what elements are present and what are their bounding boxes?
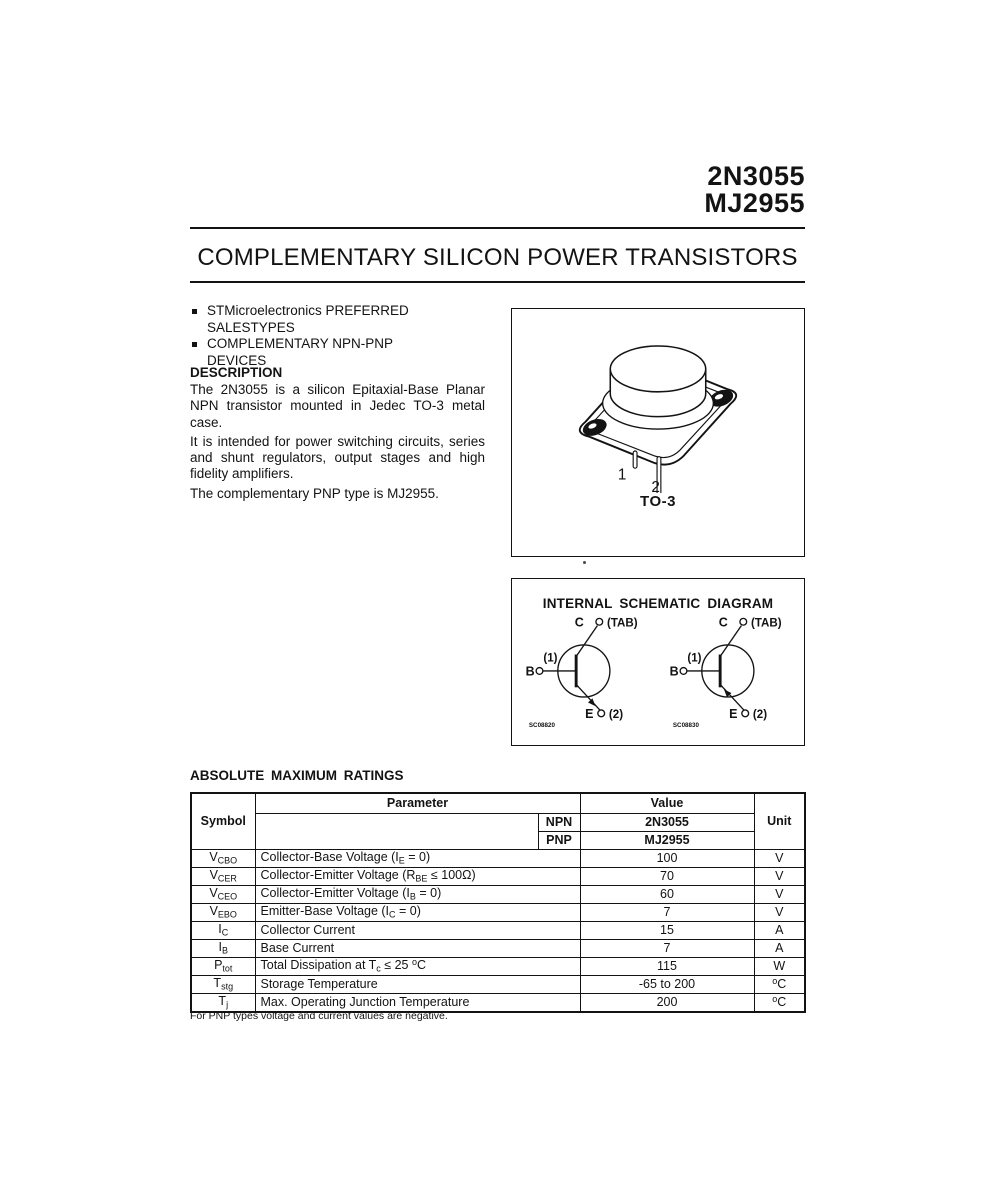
parameter-cell: Max. Operating Junction Temperature bbox=[255, 994, 580, 1013]
table-row bbox=[191, 886, 805, 904]
part-number-npn: 2N3055 bbox=[707, 161, 805, 191]
collector-label: C bbox=[574, 615, 584, 630]
col-header-unit: Unit bbox=[754, 793, 805, 850]
parameter-cell: Total Dissipation at $T_c \le 25$ $^o$C bbox=[255, 958, 580, 976]
device-type-cell: NPN bbox=[538, 814, 580, 832]
ratings-heading: ABSOLUTE MAXIMUM RATINGS bbox=[190, 768, 404, 783]
table-row bbox=[191, 850, 805, 868]
description-heading: DESCRIPTION bbox=[190, 365, 283, 380]
parameter-cell: Collector-Emitter Voltage $(I_B = 0)$ bbox=[255, 886, 580, 904]
emitter-note: (2) bbox=[608, 709, 624, 722]
value-cell: 15 bbox=[580, 922, 754, 940]
device-name-cell: MJ2955 bbox=[580, 832, 754, 850]
unit-cell: $^o$C bbox=[754, 994, 805, 1013]
value-cell: 200 bbox=[580, 994, 754, 1013]
collector-label: C bbox=[718, 615, 728, 630]
col-header-parameter: Parameter bbox=[255, 793, 580, 814]
unit-cell: A bbox=[754, 940, 805, 958]
description-paragraph: It is intended for power switching circuits, series and shunt regulators, output stages and high fidelity amplifiers. bbox=[190, 433, 485, 482]
features-list bbox=[191, 303, 441, 369]
feature-text: COMPLEMENTARY NPN-PNP DEVICES bbox=[207, 336, 393, 368]
symbol-cell: $V_{CBO}$ bbox=[191, 850, 255, 868]
ratings-table-wrap bbox=[190, 792, 806, 1013]
table-row bbox=[191, 958, 805, 976]
table-row bbox=[191, 976, 805, 994]
bullet-square-icon bbox=[192, 342, 197, 347]
package-name-label: TO-3 bbox=[640, 493, 676, 510]
device-row bbox=[191, 814, 805, 832]
page-title: COMPLEMENTARY SILICON POWER TRANSISTORS bbox=[197, 244, 798, 271]
parameter-cell: Collector-Base Voltage $(I_E = 0)$ bbox=[255, 850, 580, 868]
ratings-table bbox=[190, 792, 806, 1013]
value-cell: 115 bbox=[580, 958, 754, 976]
table-row bbox=[191, 940, 805, 958]
base-label: B bbox=[526, 664, 535, 679]
parameter-cell: Emitter-Base Voltage $(I_C = 0)$ bbox=[255, 904, 580, 922]
unit-cell: V bbox=[754, 886, 805, 904]
symbol-cell: $P_{tot}$ bbox=[191, 958, 255, 976]
figure-code: SC08820 bbox=[528, 721, 555, 729]
pin-1-label: 1 bbox=[617, 466, 627, 484]
unit-cell: V bbox=[754, 850, 805, 868]
schematic-title: INTERNAL SCHEMATIC DIAGRAM bbox=[542, 596, 774, 611]
device-type-cell: PNP bbox=[538, 832, 580, 850]
emitter-note: (2) bbox=[752, 709, 768, 722]
value-cell: 60 bbox=[580, 886, 754, 904]
collector-note: (TAB) bbox=[607, 617, 638, 630]
table-header-row bbox=[191, 793, 805, 814]
symbol-cell: $V_{EBO}$ bbox=[191, 904, 255, 922]
parameter-cell: Base Current bbox=[255, 940, 580, 958]
schematic-box bbox=[511, 578, 805, 746]
part-numbers bbox=[190, 163, 805, 217]
to3-package-drawing bbox=[538, 325, 778, 493]
symbol-cell: $I_B$ bbox=[191, 940, 255, 958]
emitter-label: E bbox=[585, 707, 594, 722]
col-header-symbol: Symbol bbox=[191, 793, 255, 850]
value-cell: -65 to 200 bbox=[580, 976, 754, 994]
emitter-label: E bbox=[729, 707, 738, 722]
table-row bbox=[191, 868, 805, 886]
figure-code: SC08830 bbox=[672, 721, 699, 729]
description-body bbox=[190, 382, 485, 505]
symbol-cell: $V_{CEO}$ bbox=[191, 886, 255, 904]
col-header-value: Value bbox=[580, 793, 754, 814]
value-cell: 70 bbox=[580, 868, 754, 886]
unit-cell: V bbox=[754, 868, 805, 886]
symbol-cell: $T_j$ bbox=[191, 994, 255, 1013]
scan-artifact-dot bbox=[583, 561, 586, 564]
feature-item bbox=[191, 303, 441, 336]
collector-note: (TAB) bbox=[751, 617, 782, 630]
description-paragraph: The complementary PNP type is MJ2955. bbox=[190, 485, 439, 501]
table-footnote: For PNP types voltage and current values are negative. bbox=[190, 1010, 448, 1022]
unit-cell: A bbox=[754, 922, 805, 940]
symbol-cell: $T_{stg}$ bbox=[191, 976, 255, 994]
unit-cell: $^o$C bbox=[754, 976, 805, 994]
table-row bbox=[191, 904, 805, 922]
base-label: B bbox=[670, 664, 679, 679]
package-figure-box bbox=[511, 308, 805, 557]
parameter-cell: Storage Temperature bbox=[255, 976, 580, 994]
table-row bbox=[191, 922, 805, 940]
value-cell: 7 bbox=[580, 940, 754, 958]
unit-cell: W bbox=[754, 958, 805, 976]
parameter-spacer-cell bbox=[255, 814, 538, 850]
description-paragraph: The 2N3055 is a silicon Epitaxial-Base Planar NPN transistor mounted in Jedec TO-3 metal case. bbox=[190, 382, 485, 430]
feature-text: STMicroelectronics PREFERRED SALESTYPES bbox=[207, 303, 409, 335]
symbol-cell: $V_{CER}$ bbox=[191, 868, 255, 886]
value-cell: 7 bbox=[580, 904, 754, 922]
header-divider bbox=[190, 227, 805, 229]
npn-transistor-symbol bbox=[526, 609, 661, 729]
base-note: (1) bbox=[687, 652, 702, 665]
pnp-transistor-symbol bbox=[670, 609, 805, 729]
title-divider bbox=[190, 281, 805, 283]
parameter-cell: Collector Current bbox=[255, 922, 580, 940]
unit-cell: V bbox=[754, 904, 805, 922]
ratings-rows bbox=[191, 850, 805, 1013]
pin-2-label: 2 bbox=[651, 479, 660, 493]
device-name-cell: 2N3055 bbox=[580, 814, 754, 832]
symbol-cell: $I_C$ bbox=[191, 922, 255, 940]
value-cell: 100 bbox=[580, 850, 754, 868]
parameter-cell: Collector-Emitter Voltage $(R_{BE} \le 100\Omega)$ bbox=[255, 868, 580, 886]
part-number-pnp: MJ2955 bbox=[704, 188, 805, 218]
base-note: (1) bbox=[543, 652, 558, 665]
bullet-square-icon bbox=[192, 309, 197, 314]
